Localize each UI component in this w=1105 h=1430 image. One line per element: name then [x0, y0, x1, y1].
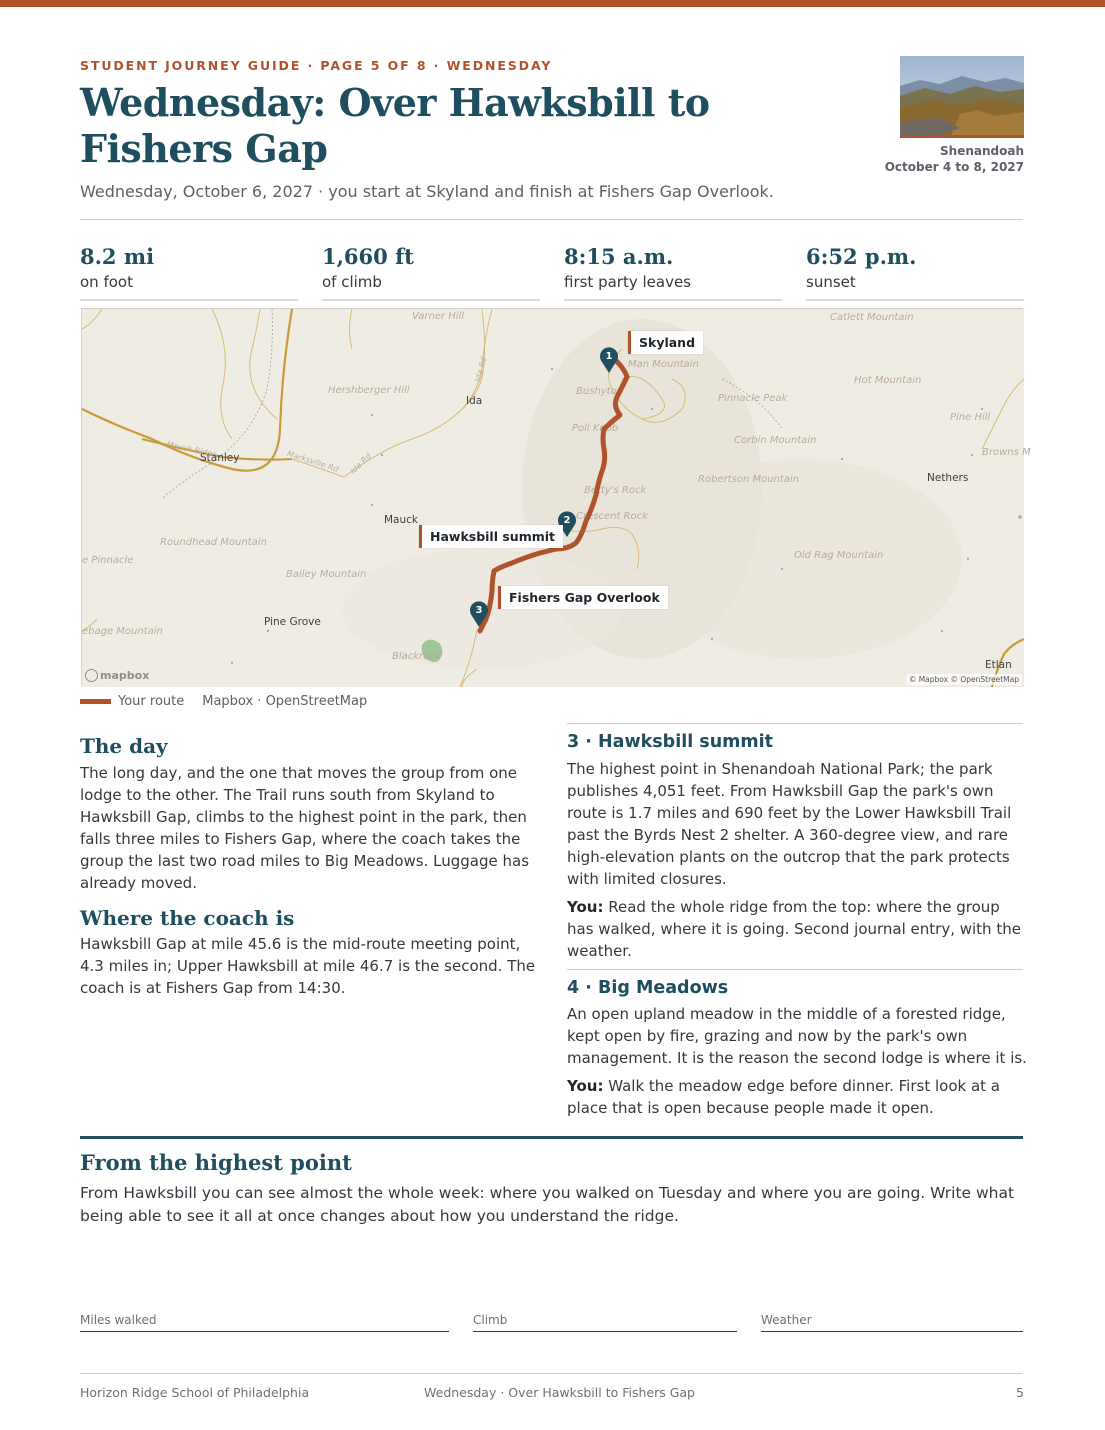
thumb-place: Shenandoah — [940, 144, 1024, 158]
thumb-caption — [885, 143, 1024, 175]
map-label: Browns M — [982, 447, 1031, 458]
reflection-heading: From the highest point — [80, 1150, 352, 1175]
map-copyright[interactable]: © Mapbox © OpenStreetMap — [906, 674, 1022, 685]
stat-start-time — [564, 245, 782, 301]
stat-distance — [80, 245, 298, 301]
you-label: You: — [567, 898, 604, 916]
map-label: Corbin Mountain — [734, 435, 817, 446]
legend-route: Your route — [118, 694, 185, 709]
stat-climb — [322, 245, 540, 301]
eyebrow: STUDENT JOURNEY GUIDE · PAGE 5 OF 8 · WEDNESDAY — [80, 58, 553, 73]
map-town: Nethers — [927, 472, 969, 484]
footer-center: Wednesday · Over Hawksbill to Fishers Gap — [424, 1385, 695, 1400]
map-label: Old Rag Mountain — [794, 550, 884, 561]
you-label: You: — [567, 1077, 604, 1095]
stat-value: 8.2 mi — [80, 244, 155, 269]
map-label: Pine Hill — [950, 412, 991, 423]
divider — [567, 723, 1023, 724]
mapbox-icon — [85, 669, 98, 682]
divider — [567, 969, 1023, 970]
page-title: Wednesday: Over Hawksbill to Fishers Gap — [80, 80, 710, 171]
stat-value: 8:15 a.m. — [564, 244, 674, 269]
stat-value: 6:52 p.m. — [806, 244, 917, 269]
thumb-dates: October 4 to 8, 2027 — [884, 160, 1024, 174]
footer-rule — [80, 1373, 1023, 1374]
route-map[interactable] — [81, 308, 1031, 686]
stat-label: first party leaves — [564, 273, 691, 291]
stop-tag-hawksbill[interactable]: Hawksbill summit — [419, 525, 563, 548]
map-town: Etlan — [985, 659, 1012, 671]
coach-body: Hawksbill Gap at mile 45.6 is the mid-route meeting point, 4.3 miles in; Upper Hawksbill at mile 46.7 is the second. The coach is at Fishers Gap from 14:30. — [80, 935, 536, 997]
map-label: Hot Mountain — [854, 375, 922, 386]
map-label: Betty's Rock — [584, 485, 647, 496]
map-town: Mauck — [384, 514, 419, 526]
page-number: 5 — [1016, 1385, 1024, 1400]
stop-tag-fishers-gap[interactable]: Fishers Gap Overlook — [498, 586, 668, 609]
pin-number: 3 — [475, 605, 483, 616]
mapbox-wordmark: mapbox — [100, 669, 150, 682]
footer-school: Horizon Ridge School of Philadelphia — [80, 1385, 310, 1400]
stop4-body: An open upland meadow in the middle of a forested ridge, kept open by fire, grazing and now by the park's own management. It is the reason the second lodge is where it is. — [567, 1005, 1027, 1067]
stop3-body: The highest point in Shenandoah National Park; the park publishes 4,051 feet. From Hawksbill Gap the park's own route is 1.7 miles and 690 feet by the Lower Hawksbill Trail past the Byrds Nest 2 shelter. A 360-degree view, and rare high-elevation plants on the outcrop that the park protects with limited closures. — [567, 760, 1012, 888]
map-label: Poll Knob — [572, 423, 619, 434]
day-body: The long day, and the one that moves the group from one lodge to the other. The Trail runs south from Skyland to Hawksbill Gap, climbs to the highest point in the park, then falls three miles to Fishers Gap, where the coach takes the group the last two road miles to Big Meadows. Luggage has already moved. — [80, 764, 530, 892]
mapbox-logo[interactable] — [85, 669, 149, 682]
map-town: Stanley — [200, 452, 240, 464]
reflection-body: From Hawksbill you can see almost the whole week: where you walked on Tuesday and where you are going. Write what being able to see it all at once changes about how you understand the ridge. — [80, 1184, 1015, 1225]
field-miles-walked[interactable]: Miles walked — [80, 1313, 449, 1332]
divider — [80, 219, 1023, 220]
map-label: ebage Mountain — [82, 626, 163, 637]
map-town: Ida — [466, 395, 483, 407]
stat-label: on foot — [80, 273, 133, 291]
stop-tag-skyland[interactable]: Skyland — [628, 331, 703, 354]
stop3-you — [567, 896, 1023, 962]
map-label: Bailey Mountain — [286, 569, 367, 580]
stat-sunset — [806, 245, 1024, 301]
map-town: Pine Grove — [264, 616, 321, 628]
map-label: Roundhead Mountain — [160, 537, 267, 548]
map-label: Catlett Mountain — [830, 312, 914, 323]
map-label: Pinnacle Peak — [718, 393, 788, 404]
day-heading: The day — [80, 734, 168, 758]
map-label: Varner Hill — [412, 311, 465, 322]
you-text: Walk the meadow edge before dinner. First look at a place that is open because people made it open. — [567, 1077, 1000, 1117]
map-label: e Pinnacle — [82, 555, 134, 566]
stop4-you — [567, 1075, 1023, 1119]
map-label: Blackrock — [392, 651, 441, 662]
field-weather[interactable]: Weather — [761, 1313, 1023, 1332]
map-legend — [80, 694, 367, 709]
road-label: Mauck Ridge — [165, 439, 218, 460]
section-rule — [80, 1136, 1023, 1139]
map-label: Crescent Rock — [576, 511, 648, 522]
road-label: Ida Rd — [348, 451, 373, 476]
route-swatch — [80, 699, 111, 704]
page-subtitle: Wednesday, October 6, 2027 · you start at Skyland and finish at Fishers Gap Overlook. — [80, 182, 774, 201]
road-label: Marksville Rd — [285, 448, 340, 475]
you-text: Read the whole ridge from the top: where the group has walked, where it is going. Second journal entry, with the weather. — [567, 898, 1021, 960]
map-label: Robertson Mountain — [698, 474, 800, 485]
stop3-heading: 3 · Hawksbill summit — [567, 732, 774, 752]
top-accent-bar — [0, 0, 1105, 7]
field-climb[interactable]: Climb — [473, 1313, 737, 1332]
pin-number: 2 — [563, 515, 571, 526]
stat-label: sunset — [806, 273, 856, 291]
stat-value: 1,660 ft — [322, 244, 414, 269]
route-line — [82, 309, 1024, 687]
legend-attribution: Mapbox · OpenStreetMap — [202, 694, 368, 709]
map-label: Bushytop — [576, 386, 624, 397]
map-label: Man Mountain — [628, 359, 699, 370]
road-label: Ida Rd — [473, 356, 489, 383]
stop4-heading: 4 · Big Meadows — [567, 978, 729, 998]
stat-label: of climb — [322, 273, 382, 291]
landscape-photo — [900, 56, 1024, 138]
coach-heading: Where the coach is — [80, 906, 295, 930]
map-label: Hershberger Hill — [328, 385, 410, 396]
pin-number: 1 — [605, 351, 613, 362]
